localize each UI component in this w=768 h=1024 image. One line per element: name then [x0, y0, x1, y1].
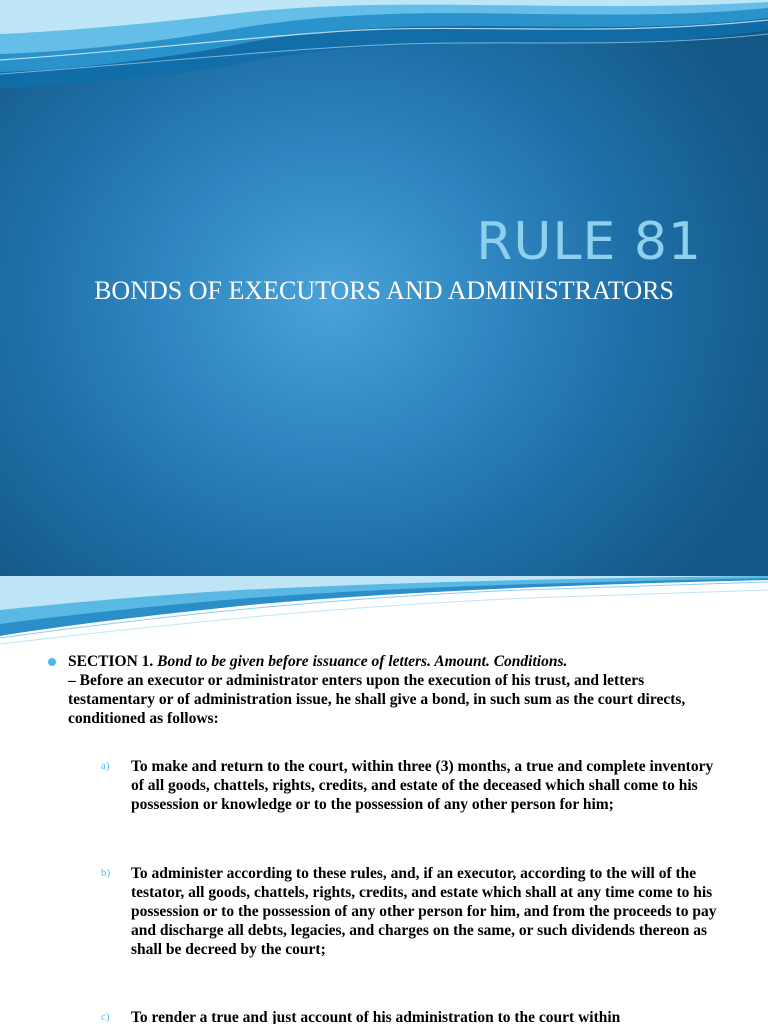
section-label: SECTION 1.	[68, 653, 154, 670]
list-item-text: To administer according to these rules, and, if an executor, according to the will of the testator, all goods, chattels, rights, credits, and estate which shall at any time come to his possession or to the possession of any other person for him, and from the proceeds to pay and discharge all debts, legacies, and charges on the same, or such dividends thereon as shall be decreed by the court;	[131, 865, 717, 958]
list-item-text: To make and return to the court, within three (3) months, a true and complete inventory of all goods, chattels, rights, credits, and estate of the deceased which shall come to his possession or knowledge or to the possession of any other person for him;	[131, 758, 714, 813]
section-paragraph	[68, 652, 728, 728]
section-heading: Bond to be given before issuance of letters. Amount. Conditions.	[157, 653, 568, 670]
decorative-waves	[0, 576, 768, 646]
decorative-waves	[0, 0, 768, 100]
list-marker: a)	[101, 760, 110, 772]
bullet-icon	[48, 658, 56, 666]
section-body: – Before an executor or administrator enters upon the execution of his trust, and letters testamentary or of administration issue, he shall give a bond, in such sum as the court directs, conditioned as follows:	[68, 672, 686, 727]
slide-title: RULE 81	[476, 212, 702, 272]
content-slide	[0, 576, 768, 1024]
list-item-text: To render a true and just account of his administration to the court within	[131, 1009, 621, 1024]
slide-subtitle: BONDS OF EXECUTORS AND ADMINISTRATORS	[94, 276, 674, 305]
list-marker: c)	[101, 1011, 110, 1023]
list-marker: b)	[101, 867, 111, 879]
